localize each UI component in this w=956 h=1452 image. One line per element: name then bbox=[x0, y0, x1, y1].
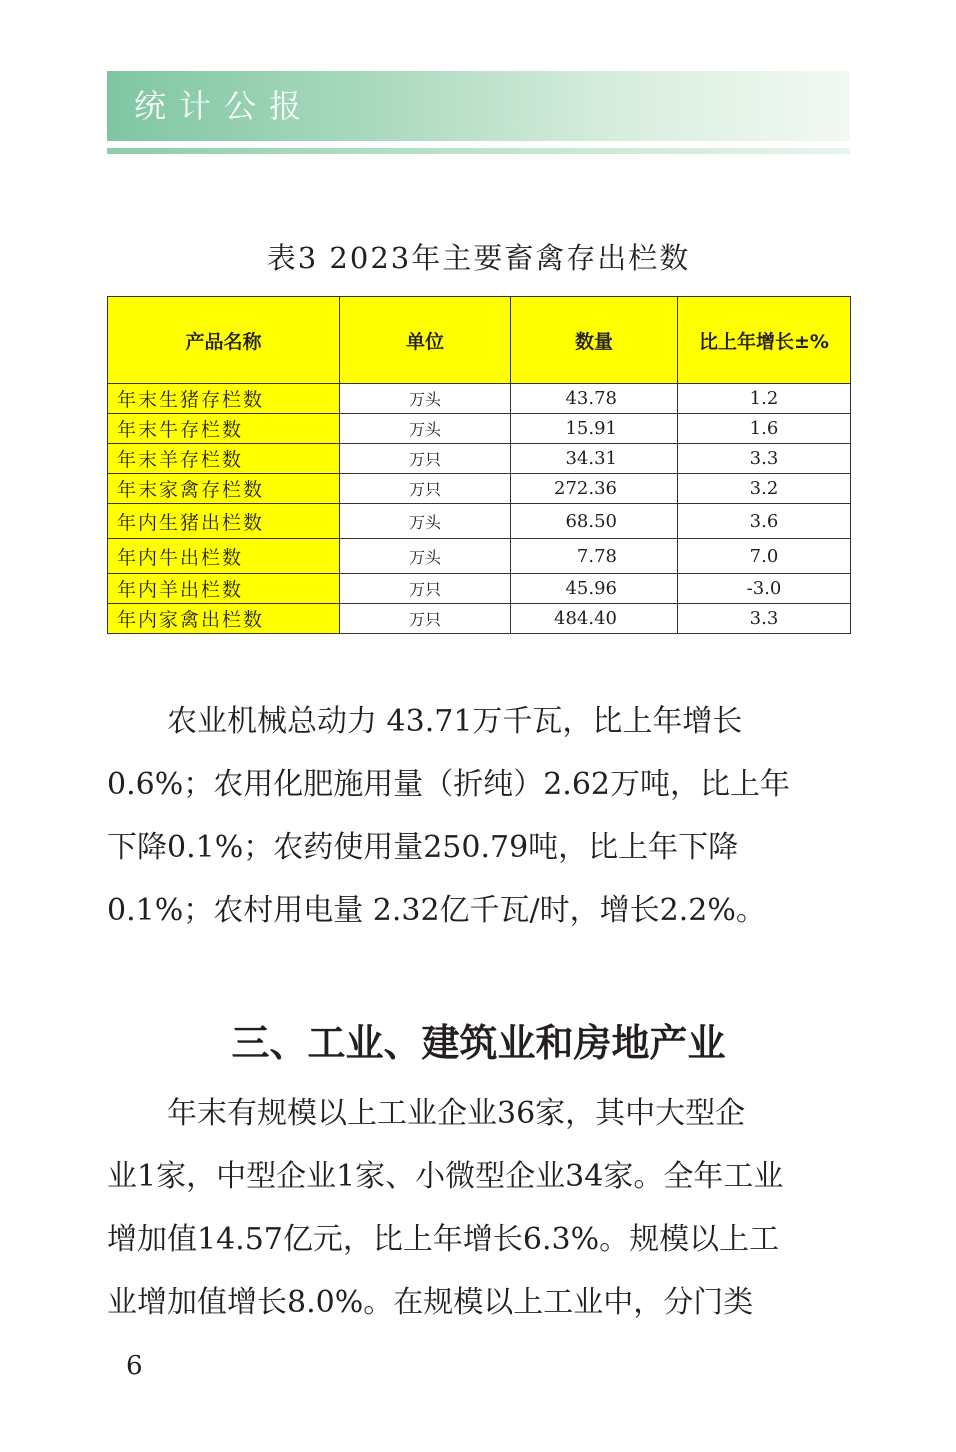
row-growth: 3.3 bbox=[678, 604, 851, 634]
row-unit: 万头 bbox=[340, 414, 511, 444]
column-header-product: 产品名称 bbox=[108, 297, 340, 384]
agriculture-paragraph bbox=[107, 690, 850, 942]
row-quantity: 15.91 bbox=[511, 414, 678, 444]
table-row bbox=[108, 414, 851, 444]
livestock-table bbox=[107, 296, 851, 634]
row-product-name: 年内家禽出栏数 bbox=[108, 604, 340, 634]
paragraph-line: 业1家，中型企业1家、小微型企业34家。全年工业 bbox=[107, 1159, 784, 1194]
paragraph-line: 农业机械总动力 43.71万千瓦，比上年增长 bbox=[107, 704, 743, 739]
row-unit: 万只 bbox=[340, 604, 511, 634]
paragraph-line: 下降0.1%；农药使用量250.79吨，比上年下降 bbox=[107, 830, 739, 865]
row-product-name: 年末羊存栏数 bbox=[108, 444, 340, 474]
paragraph-line: 业增加值增长8.0%。在规模以上工业中，分门类 bbox=[107, 1285, 754, 1320]
row-product-name: 年末家禽存栏数 bbox=[108, 474, 340, 504]
table-row bbox=[108, 444, 851, 474]
row-quantity: 68.50 bbox=[511, 504, 678, 539]
column-header-quantity: 数量 bbox=[511, 297, 678, 384]
row-quantity: 45.96 bbox=[511, 574, 678, 604]
row-product-name: 年内羊出栏数 bbox=[108, 574, 340, 604]
row-quantity: 7.78 bbox=[511, 539, 678, 574]
row-growth: 3.2 bbox=[678, 474, 851, 504]
industry-paragraph bbox=[107, 1082, 850, 1334]
table-header-row bbox=[108, 297, 851, 384]
paragraph-line: 0.1%；农村用电量 2.32亿千瓦/时，增长2.2%。 bbox=[107, 893, 766, 928]
row-growth: 1.6 bbox=[678, 414, 851, 444]
page-number: 6 bbox=[126, 1351, 143, 1381]
row-growth: 3.3 bbox=[678, 444, 851, 474]
row-unit: 万头 bbox=[340, 504, 511, 539]
row-product-name: 年内牛出栏数 bbox=[108, 539, 340, 574]
column-header-unit: 单位 bbox=[340, 297, 511, 384]
row-unit: 万头 bbox=[340, 384, 511, 414]
table-row bbox=[108, 474, 851, 504]
row-growth: -3.0 bbox=[678, 574, 851, 604]
row-unit: 万头 bbox=[340, 539, 511, 574]
row-quantity: 484.40 bbox=[511, 604, 678, 634]
row-quantity: 272.36 bbox=[511, 474, 678, 504]
table-caption: 表3 2023年主要畜禽存出栏数 bbox=[266, 241, 691, 275]
section-heading: 三、工业、建筑业和房地产业 bbox=[231, 1020, 726, 1065]
table-row bbox=[108, 574, 851, 604]
row-growth: 1.2 bbox=[678, 384, 851, 414]
row-product-name: 年内生猪出栏数 bbox=[108, 504, 340, 539]
row-quantity: 43.78 bbox=[511, 384, 678, 414]
row-growth: 3.6 bbox=[678, 504, 851, 539]
row-growth: 7.0 bbox=[678, 539, 851, 574]
paragraph-line: 增加值14.57亿元，比上年增长6.3%。规模以上工 bbox=[107, 1222, 780, 1257]
table-row bbox=[108, 604, 851, 634]
row-product-name: 年末生猪存栏数 bbox=[108, 384, 340, 414]
table-row bbox=[108, 384, 851, 414]
row-unit: 万只 bbox=[340, 474, 511, 504]
row-quantity: 34.31 bbox=[511, 444, 678, 474]
row-unit: 万只 bbox=[340, 444, 511, 474]
paragraph-line: 0.6%；农用化肥施用量（折纯）2.62万吨，比上年 bbox=[107, 767, 791, 802]
column-header-growth: 比上年增长±% bbox=[678, 297, 851, 384]
row-product-name: 年末牛存栏数 bbox=[108, 414, 340, 444]
header-divider bbox=[107, 148, 850, 154]
table-row bbox=[108, 539, 851, 574]
table-row bbox=[108, 504, 851, 539]
header-title: 统计公报 bbox=[134, 87, 315, 125]
paragraph-line: 年末有规模以上工业企业36家，其中大型企 bbox=[107, 1096, 746, 1131]
row-unit: 万只 bbox=[340, 574, 511, 604]
